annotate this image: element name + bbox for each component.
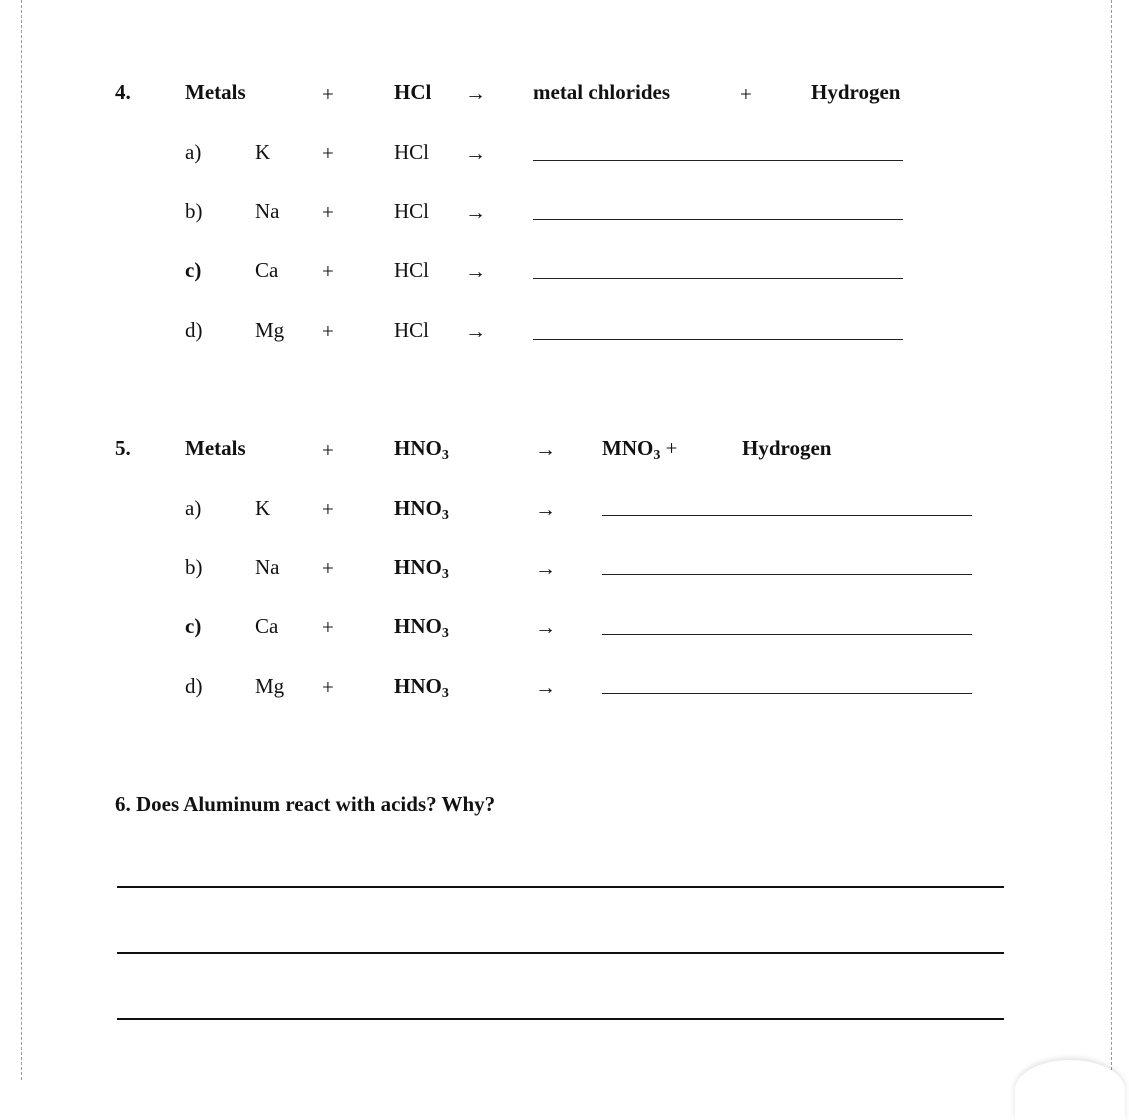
q5-row-arrow: → xyxy=(535,556,556,580)
q5-header-product-base: MNO xyxy=(602,436,654,460)
page-border-right xyxy=(1111,0,1112,1080)
q4-row-label: c) xyxy=(185,258,202,282)
q4-row-metal: Ca xyxy=(255,258,279,282)
q4-header-plus: + xyxy=(322,82,334,106)
page-curl-shadow xyxy=(1015,1060,1125,1120)
q4-header-reactant: Metals xyxy=(185,80,246,104)
q5-number: 5. xyxy=(115,436,131,460)
q5-row-metal: K xyxy=(255,496,271,520)
q4-row-acid: HCl xyxy=(394,199,430,223)
q5-row-acid-subscript: 3 xyxy=(441,567,449,582)
q5-header-acid xyxy=(394,436,449,464)
q4-row-plus: + xyxy=(322,319,334,343)
q4-row-acid: HCl xyxy=(394,140,430,164)
q5-row-label: d) xyxy=(185,674,203,698)
q5-row-label: b) xyxy=(185,555,203,579)
q5-header-plus: + xyxy=(322,438,334,462)
q5-row-arrow: → xyxy=(535,675,556,699)
q5-header-gas: Hydrogen xyxy=(742,436,832,460)
q5-row-arrow: → xyxy=(535,615,556,639)
q5-row-plus: + xyxy=(322,497,334,521)
q4-row-arrow: → xyxy=(465,259,486,283)
q4-row-plus: + xyxy=(322,200,334,224)
q4-row-metal: K xyxy=(255,140,271,164)
q5-header-product xyxy=(602,436,677,464)
q5-row-metal: Na xyxy=(255,555,280,579)
q5-row-plus: + xyxy=(322,556,334,580)
q6-answer-line-3[interactable] xyxy=(117,1018,1004,1020)
q4-row-answer-blank[interactable] xyxy=(533,278,903,279)
q5-row-answer-blank[interactable] xyxy=(602,634,972,635)
q5-row-acid-base: HNO xyxy=(394,555,442,579)
q4-row-label: a) xyxy=(185,140,202,164)
q5-row-acid xyxy=(394,555,449,583)
q4-row-arrow: → xyxy=(465,141,486,165)
q4-row-answer-blank[interactable] xyxy=(533,160,903,161)
q5-row-answer-blank[interactable] xyxy=(602,693,972,694)
q6-answer-line-1[interactable] xyxy=(117,886,1004,888)
q4-row-metal: Na xyxy=(255,199,280,223)
q5-row-arrow: → xyxy=(535,497,556,521)
q5-header-arrow: → xyxy=(535,437,556,461)
q6-answer-line-2[interactable] xyxy=(117,952,1004,954)
q4-row-answer-blank[interactable] xyxy=(533,219,903,220)
q5-header-product-subscript: 3 xyxy=(653,448,661,463)
q5-row-acid-base: HNO xyxy=(394,496,442,520)
q4-header-product: metal chlorides xyxy=(533,80,671,104)
q4-header-acid: HCl xyxy=(394,80,432,104)
q4-row-acid: HCl xyxy=(394,258,430,282)
q5-row-acid xyxy=(394,614,449,642)
q5-row-acid-base: HNO xyxy=(394,614,442,638)
q4-row-label: d) xyxy=(185,318,203,342)
q4-header-plus-2: + xyxy=(740,82,752,106)
q5-row-acid xyxy=(394,496,449,524)
q4-header-arrow: → xyxy=(465,81,486,105)
q4-row-acid: HCl xyxy=(394,318,430,342)
q5-row-acid-subscript: 3 xyxy=(441,686,449,701)
q5-row-label: a) xyxy=(185,496,202,520)
q4-number: 4. xyxy=(115,80,131,104)
q4-row-metal: Mg xyxy=(255,318,285,342)
q4-row-answer-blank[interactable] xyxy=(533,339,903,340)
q5-row-acid-base: HNO xyxy=(394,674,442,698)
q5-row-label: c) xyxy=(185,614,202,638)
q5-row-metal: Ca xyxy=(255,614,279,638)
q5-header-product-plus: + xyxy=(665,436,678,460)
q4-row-plus: + xyxy=(322,259,334,283)
q5-row-acid-subscript: 3 xyxy=(441,626,449,641)
q5-row-acid xyxy=(394,674,449,702)
q5-row-answer-blank[interactable] xyxy=(602,515,972,516)
q5-row-acid-subscript: 3 xyxy=(441,508,449,523)
q5-row-answer-blank[interactable] xyxy=(602,574,972,575)
q5-header-acid-base: HNO xyxy=(394,436,442,460)
q5-row-plus: + xyxy=(322,615,334,639)
q5-header-acid-subscript: 3 xyxy=(441,448,449,463)
page-border-left xyxy=(21,0,22,1080)
q5-header-reactant: Metals xyxy=(185,436,246,460)
q5-row-metal: Mg xyxy=(255,674,285,698)
q4-row-arrow: → xyxy=(465,200,486,224)
q6-question: 6. Does Aluminum react with acids? Why? xyxy=(115,792,496,816)
q4-row-plus: + xyxy=(322,141,334,165)
q5-row-plus: + xyxy=(322,675,334,699)
q4-header-gas: Hydrogen xyxy=(811,80,901,104)
q4-row-arrow: → xyxy=(465,319,486,343)
q4-row-label: b) xyxy=(185,199,203,223)
